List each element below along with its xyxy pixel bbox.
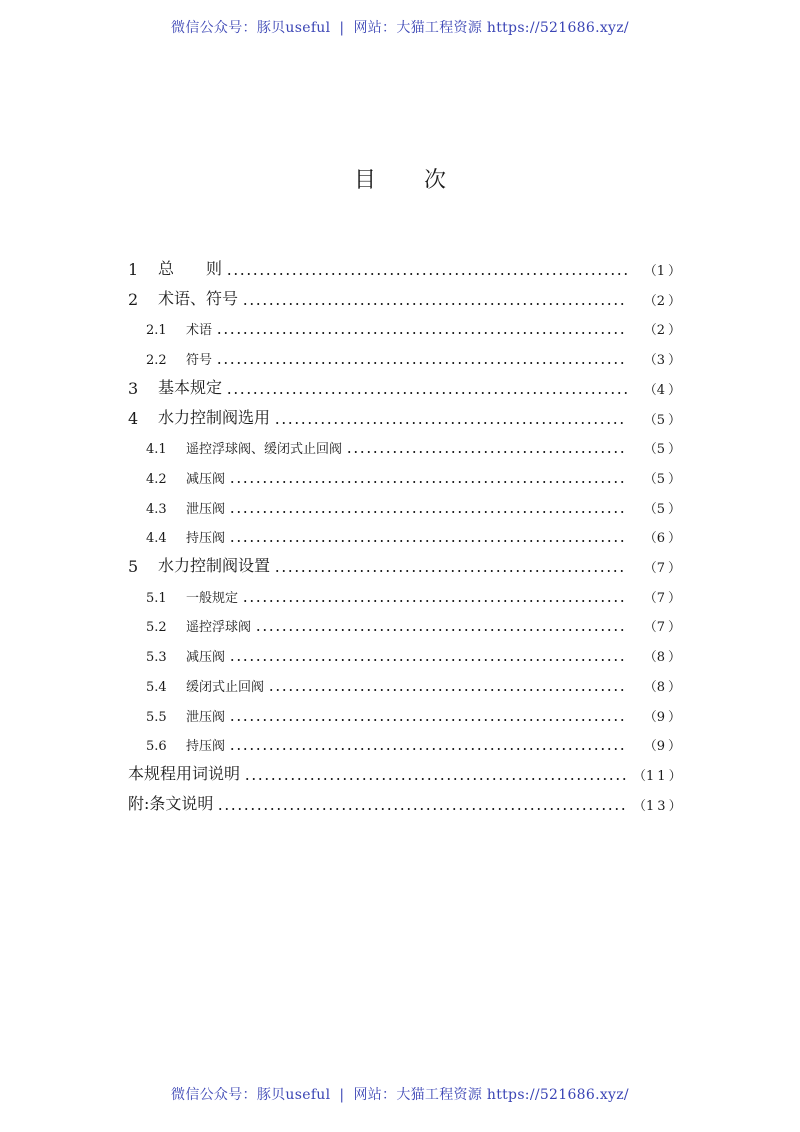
toc-entry — [146, 433, 681, 457]
page-number: 6 — [656, 531, 668, 547]
toc-entry-title: 基本规定 — [158, 377, 223, 397]
toc-entry-number: 5.5 — [146, 709, 167, 725]
toc-entry — [128, 285, 681, 309]
toc-entry-title: 水力控制阀选用 — [158, 407, 271, 427]
toc-entry-number: 5 — [128, 557, 139, 576]
page-paren-open: （ — [643, 353, 657, 369]
toc-entry — [146, 582, 681, 606]
page-paren-close: ） — [667, 264, 681, 279]
page-paren-close: ） — [667, 590, 681, 606]
page-paren-open: （ — [643, 561, 657, 576]
page-number: 2 — [656, 293, 668, 309]
toc-dot-leader — [226, 392, 627, 394]
page-number: 8 — [656, 650, 668, 666]
toc-entry — [128, 552, 681, 576]
watermark-separator: | — [339, 20, 345, 36]
toc-dot-leader — [244, 778, 627, 780]
toc-entry-page — [633, 260, 681, 279]
page-number: 5 — [656, 501, 668, 517]
page-paren-open: （ — [643, 739, 657, 755]
toc-entry-page — [633, 765, 681, 784]
toc-entry-number: 4.3 — [146, 501, 167, 517]
title-char-2: 次 — [424, 168, 447, 193]
page-number: 2 — [656, 323, 668, 339]
page-paren-close: ） — [667, 739, 681, 755]
toc-dot-leader — [255, 629, 627, 631]
page-number: 5 — [656, 412, 668, 428]
toc-entry-title: 持压阀 — [186, 739, 226, 755]
watermark-wechat: 微信公众号：豚贝useful — [171, 20, 331, 36]
toc-entry-page — [633, 468, 681, 487]
page-paren-close: ） — [667, 382, 681, 398]
toc-entry-number: 2.2 — [146, 353, 167, 369]
page-number: 11 — [646, 768, 669, 784]
page-paren-open: （ — [643, 620, 657, 636]
page-number: 5 — [656, 442, 668, 458]
toc-entry — [146, 522, 681, 546]
toc-dot-leader — [274, 570, 627, 572]
toc-entry — [128, 255, 681, 279]
toc-entry-page — [633, 349, 681, 368]
page-paren-close: ） — [667, 650, 681, 666]
page-number: 7 — [656, 620, 668, 636]
toc-entry-page — [633, 409, 681, 428]
page-paren-close: ） — [667, 471, 681, 487]
page-paren-open: （ — [643, 323, 657, 339]
page-paren-close: ） — [668, 798, 682, 814]
toc-entry — [128, 760, 681, 784]
toc-entry-page — [633, 646, 681, 665]
page-paren-open: （ — [643, 293, 657, 309]
toc-dot-leader — [229, 511, 627, 513]
toc-entry-title: 术语、符号 — [158, 288, 239, 308]
page-paren-open: （ — [643, 264, 657, 279]
toc-entry-page — [633, 676, 681, 695]
page-paren-close: ） — [667, 531, 681, 547]
toc-entry-title: 符号 — [186, 353, 213, 369]
toc-entry — [146, 463, 681, 487]
page-paren-open: （ — [643, 650, 657, 666]
toc-entry-title: 持压阀 — [186, 531, 226, 547]
toc-entry-title: 水力控制阀设置 — [158, 556, 271, 575]
watermark-wechat: 微信公众号：豚贝useful — [171, 1087, 331, 1103]
toc-dot-leader — [229, 659, 627, 661]
toc-entry-title: 本规程用词说明 — [128, 763, 241, 783]
page-paren-close: ） — [667, 323, 681, 339]
page-paren-close: ） — [667, 353, 681, 369]
page-paren-close: ） — [667, 620, 681, 636]
toc-dot-leader — [217, 808, 627, 810]
toc-entry-page — [633, 735, 681, 754]
page-number: 9 — [656, 739, 668, 755]
toc-entry — [146, 493, 681, 517]
toc-entry-page — [633, 557, 681, 576]
toc-entry-title: 缓闭式止回阀 — [186, 679, 265, 695]
toc-entry — [128, 404, 681, 428]
page-paren-close: ） — [667, 293, 681, 309]
page-paren-close: ） — [667, 709, 681, 725]
toc-entry — [146, 671, 681, 695]
watermark-website: 网站：大猫工程资源 https://521686.xyz/ — [353, 20, 629, 36]
title-char-1: 目 — [353, 168, 376, 193]
toc-dot-leader — [268, 689, 627, 691]
toc-dot-leader — [229, 481, 627, 483]
toc-entry — [146, 730, 681, 754]
page-number: 5 — [656, 471, 668, 487]
page-number: 3 — [656, 353, 668, 369]
watermark-website: 网站：大猫工程资源 https://521686.xyz/ — [353, 1087, 629, 1103]
toc-entry — [146, 344, 681, 368]
toc-entry-page — [633, 319, 681, 338]
toc-entry-page — [633, 527, 681, 546]
toc-entry-title: 遥控浮球阀、缓闭式止回阀 — [186, 442, 343, 458]
page-number: 8 — [656, 679, 668, 695]
toc-dot-leader — [229, 748, 627, 750]
toc-dot-leader — [242, 600, 627, 602]
page-paren-open: （ — [633, 768, 647, 784]
toc-entry-number: 5.6 — [146, 739, 167, 755]
toc-dot-leader — [274, 422, 627, 424]
toc-entry-title: 减压阀 — [186, 650, 226, 666]
toc-entry-number: 5.3 — [146, 650, 167, 666]
page-paren-open: （ — [633, 798, 647, 814]
toc-entry-page — [633, 290, 681, 309]
page-paren-open: （ — [643, 442, 657, 458]
page-number: 7 — [656, 561, 668, 576]
toc-entry-number: 5.1 — [146, 590, 167, 606]
toc-entry-title: 术语 — [186, 323, 213, 339]
toc-entry-number: 5.2 — [146, 620, 167, 636]
toc-entry-number: 5.4 — [146, 679, 167, 695]
toc-entry-number: 4.2 — [146, 471, 167, 487]
toc-entry-number: 4 — [128, 408, 139, 428]
toc-entry-number: 3 — [128, 378, 139, 398]
toc-entry — [146, 641, 681, 665]
toc-entry-title: 一般规定 — [186, 590, 239, 606]
toc-entry-title: 遥控浮球阀 — [186, 620, 252, 636]
page-paren-open: （ — [643, 590, 657, 606]
toc-dot-leader — [216, 362, 627, 364]
toc-entry-page — [633, 795, 681, 814]
page-paren-open: （ — [643, 471, 657, 487]
toc-entry — [128, 374, 681, 398]
toc-entry-title: 泄压阀 — [186, 501, 226, 517]
toc-entry — [146, 611, 681, 635]
page-number: 4 — [656, 382, 668, 398]
page-paren-open: （ — [643, 531, 657, 547]
toc-entry — [146, 314, 681, 338]
toc-entry-page — [633, 587, 681, 606]
toc-entry-number: 4.1 — [146, 442, 167, 458]
toc-entry-number: 2.1 — [146, 323, 167, 339]
watermark-header — [0, 17, 800, 37]
page-paren-open: （ — [643, 382, 657, 398]
page-paren-open: （ — [643, 412, 657, 428]
toc-entry-page — [633, 498, 681, 517]
page-number: 9 — [656, 709, 668, 725]
page-paren-close: ） — [667, 501, 681, 517]
toc-entry-page — [633, 379, 681, 398]
toc-dot-leader — [346, 451, 627, 453]
toc-entry — [146, 701, 681, 725]
page-number: 7 — [656, 590, 668, 606]
toc-entry-title: 附:条文说明 — [128, 793, 214, 813]
watermark-footer — [0, 1084, 800, 1104]
page-paren-close: ） — [667, 679, 681, 695]
toc-entry-page — [633, 616, 681, 635]
toc-entry-title: 总 则 — [158, 259, 223, 278]
toc-entry-number: 4.4 — [146, 531, 167, 547]
toc-entry-number: 1 — [128, 260, 139, 279]
page-paren-close: ） — [667, 561, 681, 576]
toc-dot-leader — [216, 332, 627, 334]
toc-entry — [128, 790, 681, 814]
toc-entry-number: 2 — [128, 289, 139, 309]
toc-dot-leader — [229, 540, 627, 542]
page-paren-open: （ — [643, 709, 657, 725]
page-paren-close: ） — [667, 442, 681, 458]
toc-dot-leader — [242, 303, 627, 305]
toc-entry-page — [633, 706, 681, 725]
toc-dot-leader — [229, 719, 627, 721]
page-title — [0, 163, 800, 194]
page-paren-close: ） — [667, 412, 681, 428]
toc-entry-page — [633, 438, 681, 457]
page-number: 1 — [656, 264, 668, 279]
toc-dot-leader — [226, 273, 627, 275]
page-paren-open: （ — [643, 501, 657, 517]
page-number: 13 — [646, 798, 669, 814]
watermark-separator: | — [339, 1087, 345, 1103]
toc-entry-title: 泄压阀 — [186, 709, 226, 725]
page-paren-close: ） — [668, 768, 682, 784]
toc-entry-title: 减压阀 — [186, 471, 226, 487]
page-paren-open: （ — [643, 679, 657, 695]
